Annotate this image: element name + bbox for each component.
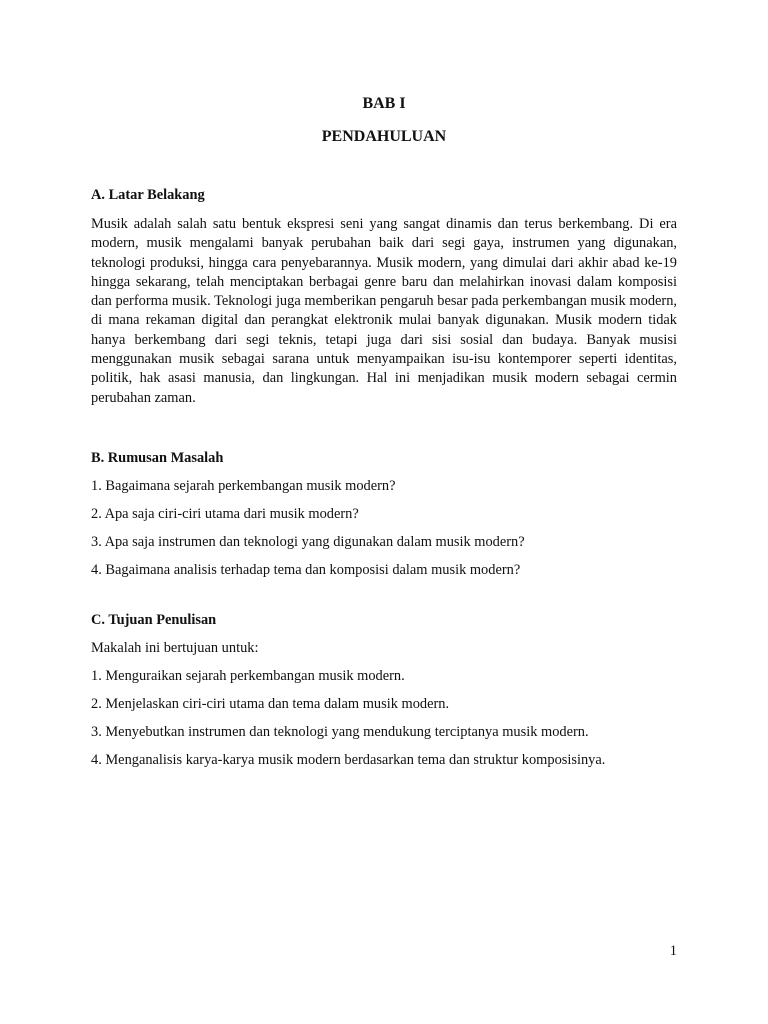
- list-item: 3. Apa saja instrumen dan teknologi yang digunakan dalam musik modern?: [91, 533, 525, 550]
- list-item: 1. Bagaimana sejarah perkembangan musik modern?: [91, 477, 396, 494]
- intro-text: Makalah ini bertujuan untuk:: [91, 639, 259, 656]
- section-tujuan-penulisan: [91, 611, 677, 770]
- section-rumusan-masalah: [91, 449, 677, 580]
- section-latar-belakang: [91, 186, 677, 408]
- list-item: 4. Bagaimana analisis terhadap tema dan komposisi dalam musik modern?: [91, 561, 521, 578]
- list-item: 3. Menyebutkan instrumen dan teknologi yang mendukung terciptanya musik modern.: [91, 723, 589, 740]
- list-item: 1. Menguraikan sejarah perkembangan musik modern.: [91, 667, 405, 684]
- list-item: 2. Apa saja ciri-ciri utama dari musik modern?: [91, 505, 359, 522]
- page-number: 1: [669, 943, 677, 959]
- body-paragraph: Musik adalah salah satu bentuk ekspresi seni yang sangat dinamis dan terus berkembang. Di era modern, musik mengalami banyak perubahan baik dari segi gaya, instrumen yang digunakan, teknologi produksi, hingga cara penyebarannya. Musik modern, yang dimulai dari akhir abad ke-19 hingga sekarang, telah menciptakan berbagai genre baru dan melahirkan inovasi dalam komposisi dan performa musik. Teknologi juga memberikan pengaruh besar pada perkembangan musik modern, di mana rekaman digital dan perangkat elektronik mulai banyak digunakan. Musik modern tidak hanya berkembang dari segi teknis, tetapi juga dari sisi sosial dan budaya. Banyak musisi menggunakan musik sebagai sarana untuk menyampaikan isu-isu kontemporer seperti identitas, politik, hak asasi manusia, dan lingkungan. Hal ini menjadikan musik modern sebagai cermin perubahan zaman.: [91, 216, 677, 406]
- section-heading: B. Rumusan Masalah: [91, 449, 224, 466]
- document-body: [91, 186, 677, 770]
- list-item: 4. Menganalisis karya-karya musik modern berdasarkan tema dan struktur komposisinya.: [91, 751, 606, 768]
- chapter-title: PENDAHULUAN: [321, 128, 447, 145]
- chapter-number: BAB I: [362, 95, 406, 112]
- list-item: 2. Menjelaskan ciri-ciri utama dan tema dalam musik modern.: [91, 695, 450, 712]
- section-heading: A. Latar Belakang: [91, 187, 205, 203]
- section-heading: C. Tujuan Penulisan: [91, 611, 217, 628]
